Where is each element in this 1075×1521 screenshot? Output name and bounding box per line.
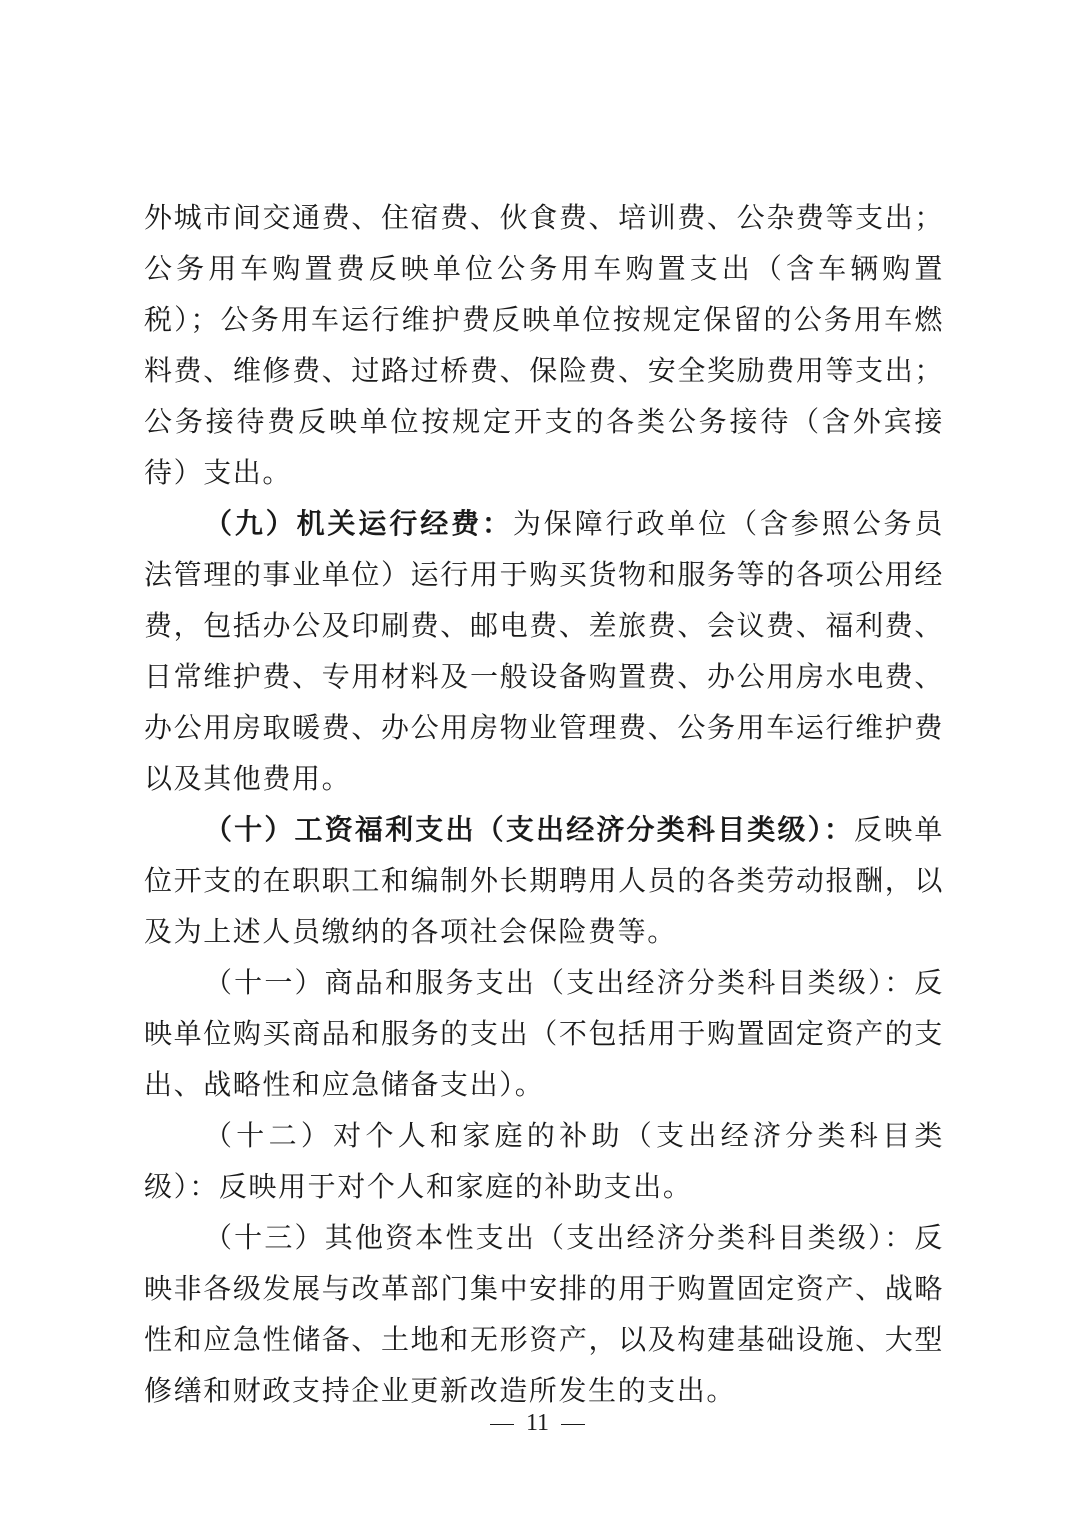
paragraph-individual-household-subsidy <box>144 1110 944 1212</box>
paragraph-goods-services-expenditure <box>144 957 944 1110</box>
document-body <box>144 192 944 1416</box>
paragraph-heading: （十三）其他资本性支出（支出经济分类科目类级）： <box>204 1221 915 1254</box>
paragraph-text: 反映单位购买商品和服务的支出（不包括用于购置固定资产的支出、战略性和应急储备支出）。 <box>144 966 944 1101</box>
paragraph-heading: （十一）商品和服务支出（支出经济分类科目类级）： <box>204 966 915 999</box>
paragraph-heading: （十）工资福利支出（支出经济分类科目类级）： <box>204 813 855 846</box>
dash-left-decoration <box>490 1424 514 1425</box>
paragraph-continuation <box>144 192 944 498</box>
paragraph-heading: （十二）对个人和家庭的补助（支出经济分类科目类级）： <box>144 1119 944 1203</box>
paragraph-heading: （九）机关运行经费： <box>204 507 513 540</box>
paragraph-text: 反映单位开支的在职职工和编制外长期聘用人员的各类劳动报酬，以及为上述人员缴纳的各项社会保险费等。 <box>144 813 944 948</box>
paragraph-text: 为保障行政单位（含参照公务员法管理的事业单位）运行用于购买货物和服务等的各项公用经费，包括办公及印刷费、邮电费、差旅费、会议费、福利费、日常维护费、专用材料及一般设备购置费、办公用房水电费、办公用房取暖费、办公用房物业管理费、公务用车运行维护费以及其他费用。 <box>144 507 944 795</box>
paragraph-other-capital-expenditure <box>144 1212 944 1416</box>
paragraph-wage-welfare-expenditure <box>144 804 944 957</box>
page-number-footer <box>0 1408 1075 1438</box>
paragraph-text: 反映用于对个人和家庭的补助支出。 <box>218 1170 693 1203</box>
dash-right-decoration <box>561 1424 585 1425</box>
paragraph-text: 反映非各级发展与改革部门集中安排的用于购置固定资产、战略性和应急性储备、土地和无形资产，以及构建基础设施、大型修缮和财政支持企业更新改造所发生的支出。 <box>144 1221 944 1407</box>
page-number: 11 <box>525 1410 550 1436</box>
paragraph-agency-operating-funds <box>144 498 944 804</box>
paragraph-text: 外城市间交通费、住宿费、伙食费、培训费、公杂费等支出；公务用车购置费反映单位公务用车购置支出（含车辆购置税）；公务用车运行维护费反映单位按规定保留的公务用车燃料费、维修费、过路过桥费、保险费、安全奖励费用等支出；公务接待费反映单位按规定开支的各类公务接待（含外宾接待）支出。 <box>144 201 944 489</box>
